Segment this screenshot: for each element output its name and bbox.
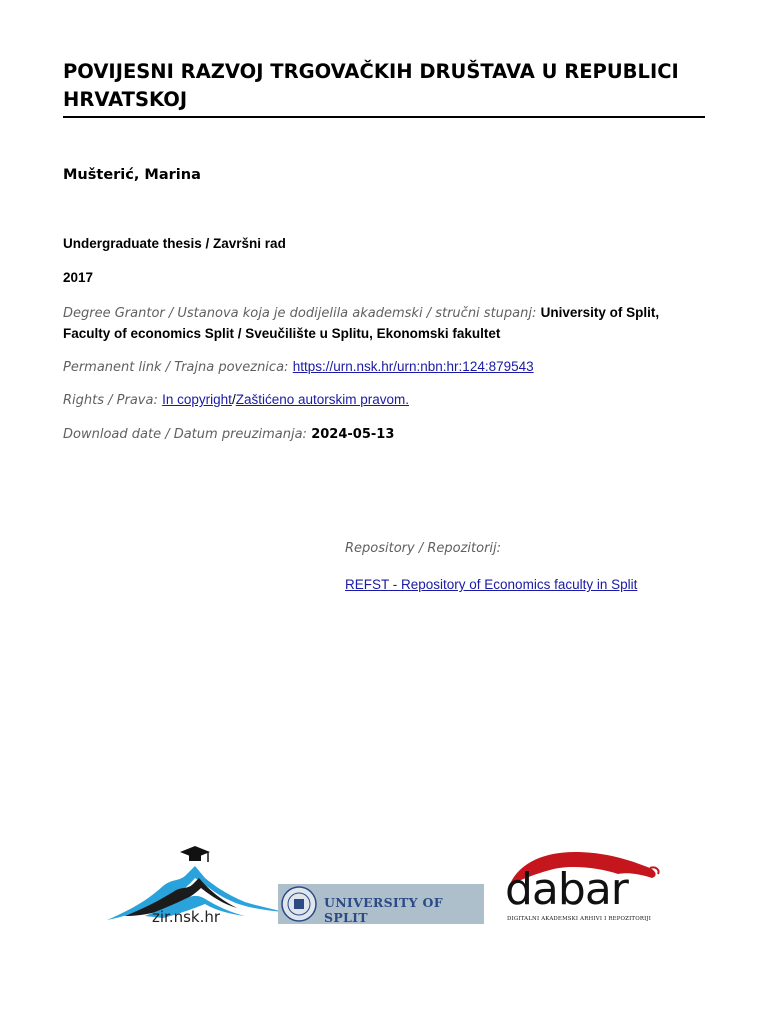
document-title: POVIJESNI RAZVOJ TRGOVAČKIH DRUŠTAVA U REPUBLICI HRVATSKOJ [63, 60, 679, 111]
permanent-link-row [63, 357, 534, 378]
university-logo-text: UNIVERSITY OF SPLIT [324, 895, 443, 925]
permanent-link-label: Permanent link / Trajna poveznica: [63, 360, 289, 375]
download-date-row [63, 424, 394, 445]
repository-label: Repository / Repozitorij: [345, 541, 502, 556]
download-date-value: 2024-05-13 [311, 427, 395, 442]
logos-footer [0, 830, 768, 940]
rights-copyright-link[interactable]: In copyright [162, 392, 232, 407]
repository-row [345, 575, 637, 595]
university-seal-icon [280, 885, 318, 923]
degree-grantor [63, 303, 693, 344]
repository-link[interactable]: REFST - Repository of Economics faculty in Split [345, 577, 638, 592]
university-of-split-logo [278, 884, 484, 924]
title-divider [63, 116, 705, 118]
author-name: Mušterić, Marina [63, 167, 201, 183]
thesis-type: Undergraduate thesis / Završni rad [63, 236, 286, 251]
dabar-subtitle: DIGITALNI AKADEMSKI ARHIVI I REPOZITORIJI [507, 916, 652, 922]
rights-separator: / [231, 392, 236, 407]
rights-label: Rights / Prava: [63, 393, 158, 408]
zir-logo-text: zir.nsk.hr [152, 908, 221, 926]
rights-row [63, 390, 409, 411]
degree-grantor-value: University of Split, Faculty of economics Split / Sveučilište u Splitu, Ekonomski fakultet [63, 305, 660, 341]
permanent-link[interactable]: https://urn.nsk.hr/urn:nbn:hr:124:879543 [292, 359, 534, 374]
thesis-year: 2017 [63, 270, 94, 285]
rights-croatian-link[interactable]: Zaštićeno autorskim pravom. [235, 392, 410, 407]
dabar-logo-text: dabar [505, 864, 628, 915]
degree-grantor-label: Degree Grantor / Ustanova koja je dodijelila akademski / stručni stupanj: [63, 306, 537, 321]
download-date-label: Download date / Datum preuzimanja: [63, 427, 307, 442]
